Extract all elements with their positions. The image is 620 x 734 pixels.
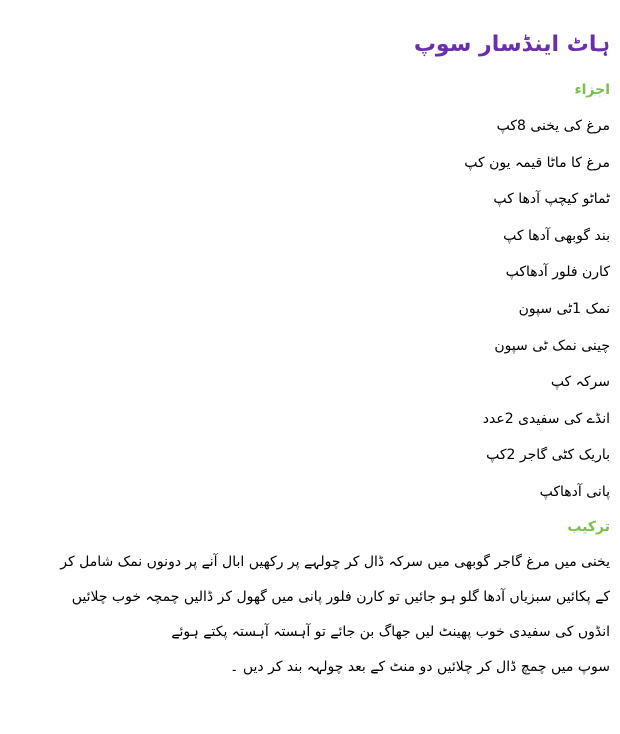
ingredient-item: کارن فلور آدھاکپ <box>505 264 610 281</box>
ingredient-item: نمک 1ٹی سپون <box>518 300 610 317</box>
ingredient-item: پانی آدھاکپ <box>539 483 610 500</box>
ingredients-heading: اجزاء <box>574 82 610 98</box>
ingredient-item: ٹماٹو کیچپ آدھا کپ <box>493 191 610 208</box>
method-line: یخنی میں مرغ گاجر گوبھی میں سرکہ ڈال کر چولہے پر رکھیں ابال آنے پر دونوں نمک شامل کر <box>60 553 610 570</box>
method-line: انڈوں کی سفیدی خوب پھینٹ لیں جھاگ بن جائے تو آہستہ آہستہ پکتے ہوئے <box>171 623 610 640</box>
ingredients-list <box>10 108 610 511</box>
method-line: کے پکائیں سبزیاں آدھا گلو ہو جائیں تو کارن فلور پانی میں گھول کر ڈالیں چمچہ خوب چلائیں <box>71 588 610 605</box>
ingredient-item: سرکہ کپ <box>550 374 610 391</box>
ingredient-item: مرغ کا ماٹا قیمہ یون کپ <box>464 154 610 171</box>
method-heading: ترکیب <box>567 518 610 535</box>
ingredient-item: مرغ کی یخنی 8کپ <box>496 118 610 134</box>
recipe-title: ہاٹ اینڈسار سوپ <box>413 32 610 57</box>
ingredient-item: بند گوبھی آدھا کپ <box>503 227 610 244</box>
method-text <box>10 545 610 685</box>
method-line: سوپ میں چمچ ڈال کر چلائیں دو منٹ کے بعد چولہہ بند کر دیں ۔ <box>230 658 610 675</box>
ingredient-item: انڈے کی سفیدی 2عدد <box>482 410 610 427</box>
ingredient-item: باریک کٹی گاجر 2کپ <box>486 447 610 464</box>
ingredient-item: چینی نمک ٹی سپون <box>494 337 610 354</box>
